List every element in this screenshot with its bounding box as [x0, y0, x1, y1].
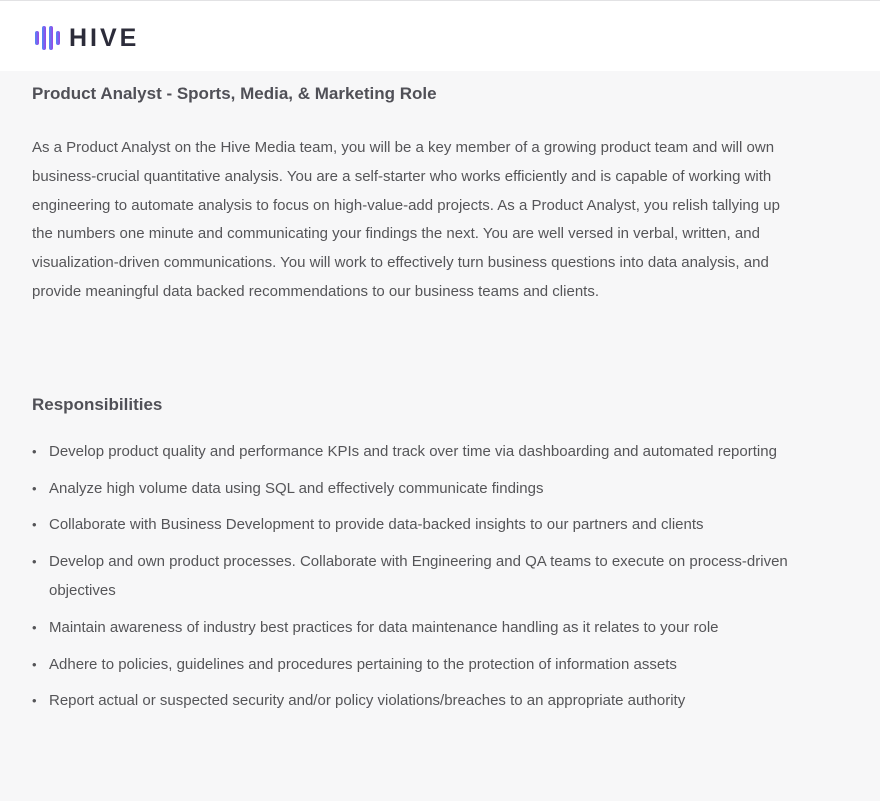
list-item-text: Develop and own product processes. Collaborate with Engineering and QA teams to execute on process-driven objectives	[49, 553, 788, 599]
job-posting	[0, 71, 880, 716]
list-item-text: Develop product quality and performance KPIs and track over time via dashboarding and automated reporting	[49, 442, 777, 460]
bullet-icon: •	[32, 693, 37, 709]
list-item	[32, 548, 792, 606]
hive-logo-icon	[34, 25, 60, 51]
list-item	[32, 687, 792, 716]
responsibilities-list	[32, 438, 792, 716]
list-item-text: Adhere to policies, guidelines and procedures pertaining to the protection of information assets	[49, 655, 677, 673]
list-item	[32, 511, 792, 540]
list-item-text: Collaborate with Business Development to provide data-backed insights to our partners and clients	[49, 516, 704, 534]
bullet-icon: •	[32, 480, 37, 496]
job-description: As a Product Analyst on the Hive Media team, you will be a key member of a growing product team and will own business-crucial quantitative analysis. You are a self-starter who works efficiently and is capable of working with engineering to automate analysis to focus on high-value-add projects. As a Product Analyst, you relish tallying up the numbers one minute and communicating your findings the next. You are well versed in verbal, written, and visualization-driven communications. You will work to effectively turn business questions into data analysis, and provide meaningful data backed recommendations to our business teams and clients.	[32, 139, 780, 300]
list-item	[32, 475, 792, 504]
list-item	[32, 614, 792, 643]
list-item	[32, 651, 792, 680]
bullet-icon: •	[32, 517, 37, 533]
list-item-text: Report actual or suspected security and/or policy violations/breaches to an appropriate authority	[49, 692, 686, 710]
bullet-icon: •	[32, 656, 37, 672]
list-item	[32, 438, 792, 467]
responsibilities-heading: Responsibilities	[32, 394, 163, 414]
brand-name: HIVE	[69, 24, 140, 52]
bullet-icon: •	[32, 554, 37, 570]
list-item-text: Analyze high volume data using SQL and effectively communicate findings	[49, 479, 544, 497]
job-title: Product Analyst - Sports, Media, & Marketing Role	[32, 84, 437, 103]
hive-logo-link[interactable]	[34, 25, 139, 51]
bullet-icon: •	[32, 443, 37, 459]
list-item-text: Maintain awareness of industry best practices for data maintenance handling as it relates to your role	[49, 618, 719, 636]
top-bar	[0, 0, 880, 71]
bullet-icon: •	[32, 619, 37, 635]
